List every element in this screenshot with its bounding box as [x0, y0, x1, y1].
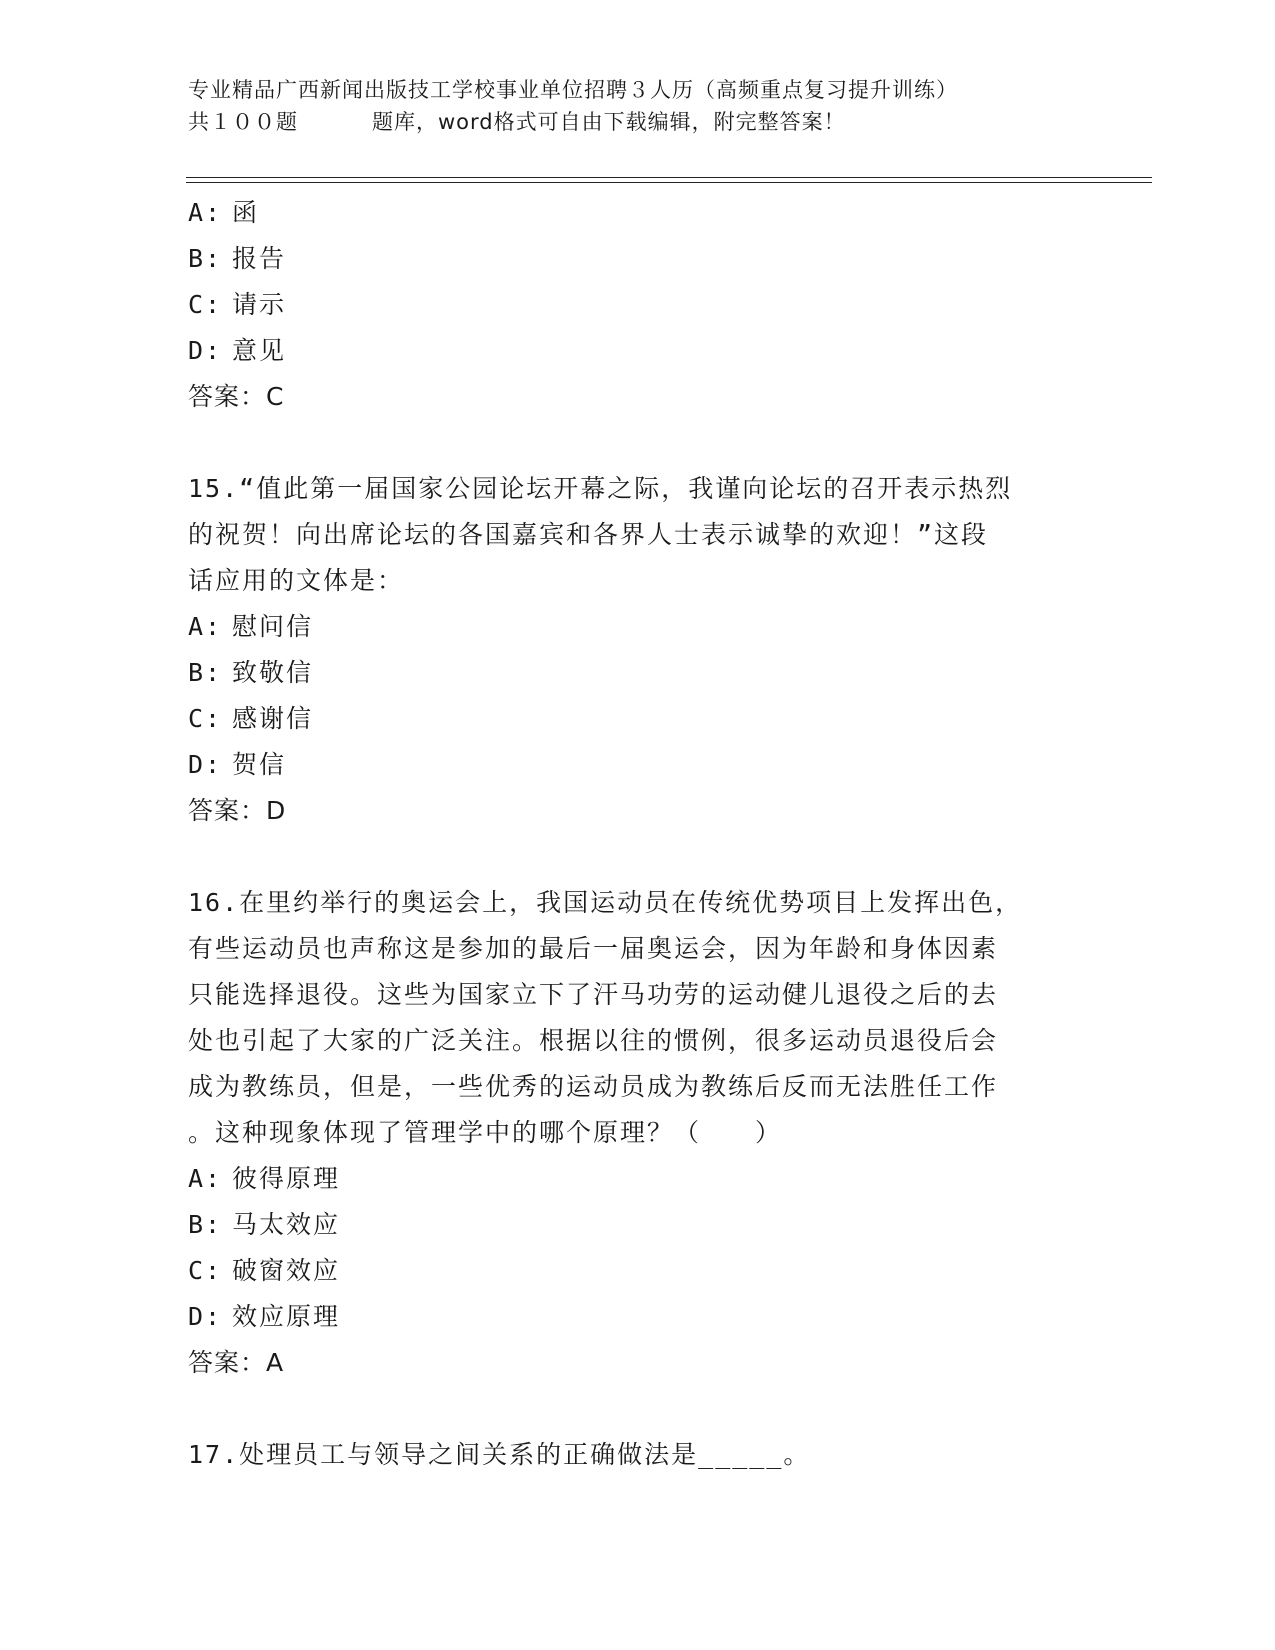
answer-line: 答案：A: [188, 1348, 285, 1377]
question-stem: [188, 880, 1088, 1156]
option-text: 破窗效应: [232, 1256, 341, 1285]
option-label: C:: [188, 290, 223, 319]
option-c: [188, 1248, 1088, 1294]
stem-line: 只能选择退役。这些为国家立下了汗马功劳的运动健儿退役之后的去: [188, 980, 999, 1009]
option-d: [188, 1294, 1088, 1340]
stem-line: 17.处理员工与领导之间关系的正确做法是_____。: [188, 1440, 811, 1469]
stem-line: 有些运动员也声称这是参加的最后一届奥运会，因为年龄和身体因素: [188, 934, 999, 963]
option-label: A:: [188, 612, 223, 641]
question-16: [188, 880, 1088, 1386]
question-stem: [188, 466, 1088, 604]
option-label: D:: [188, 336, 223, 365]
stem-line: 处也引起了大家的广泛关注。根据以往的惯例，很多运动员退役后会: [188, 1026, 999, 1055]
question-17: [188, 1432, 1088, 1478]
option-d: [188, 742, 1088, 788]
option-text: 彼得原理: [232, 1164, 341, 1193]
option-text: 意见: [232, 336, 287, 365]
question-15: [188, 466, 1088, 834]
option-text: 感谢信: [232, 704, 314, 733]
option-label: A:: [188, 198, 223, 227]
option-text: 致敬信: [232, 658, 314, 687]
option-text: 请示: [232, 290, 287, 319]
stem-line: 话应用的文体是：: [188, 566, 405, 595]
answer-line: 答案：C: [188, 382, 285, 411]
option-a: [188, 190, 1088, 236]
stem-line: 的祝贺！向出席论坛的各国嘉宾和各界人士表示诚挚的欢迎！”这段: [188, 520, 989, 549]
header-divider-bottom: [186, 182, 1152, 183]
header-divider-top: [186, 177, 1152, 178]
header-question-count: 共１００题: [188, 110, 298, 134]
option-c: [188, 282, 1088, 328]
option-text: 效应原理: [232, 1302, 341, 1331]
option-d: [188, 328, 1088, 374]
answer-line: 答案：D: [188, 796, 287, 825]
option-label: D:: [188, 1302, 223, 1331]
question-14-continued: [188, 190, 1088, 420]
option-text: 贺信: [232, 750, 287, 779]
stem-line: 16.在里约举行的奥运会上，我国运动员在传统优势项目上发挥出色，: [188, 888, 1023, 917]
option-label: C:: [188, 704, 223, 733]
option-a: [188, 604, 1088, 650]
option-a: [188, 1156, 1088, 1202]
option-label: B:: [188, 244, 223, 273]
option-label: D:: [188, 750, 223, 779]
option-label: B:: [188, 658, 223, 687]
page-header: [188, 74, 1148, 138]
question-stem: [188, 1432, 1088, 1478]
stem-line: 成为教练员，但是，一些优秀的运动员成为教练后反而无法胜任工作: [188, 1072, 999, 1101]
option-text: 函: [232, 198, 260, 227]
header-title-line: 专业精品广西新闻出版技工学校事业单位招聘３人历（高频重点复习提升训练）: [188, 78, 958, 102]
option-b: [188, 650, 1088, 696]
option-label: B:: [188, 1210, 223, 1239]
option-c: [188, 696, 1088, 742]
option-b: [188, 1202, 1088, 1248]
option-text: 马太效应: [232, 1210, 341, 1239]
option-text: 慰问信: [232, 612, 314, 641]
option-b: [188, 236, 1088, 282]
option-label: A:: [188, 1164, 223, 1193]
header-description: 题库，word格式可自由下载编辑，附完整答案！: [372, 110, 846, 134]
option-text: 报告: [232, 244, 287, 273]
question-content: [188, 190, 1088, 1478]
stem-line: 15.“值此第一届国家公园论坛开幕之际，我谨向论坛的召开表示热烈: [188, 474, 1013, 503]
option-label: C:: [188, 1256, 223, 1285]
header-subtitle-line: [188, 106, 1148, 138]
stem-line: 。这种现象体现了管理学中的哪个原理？（ ）: [188, 1118, 783, 1147]
